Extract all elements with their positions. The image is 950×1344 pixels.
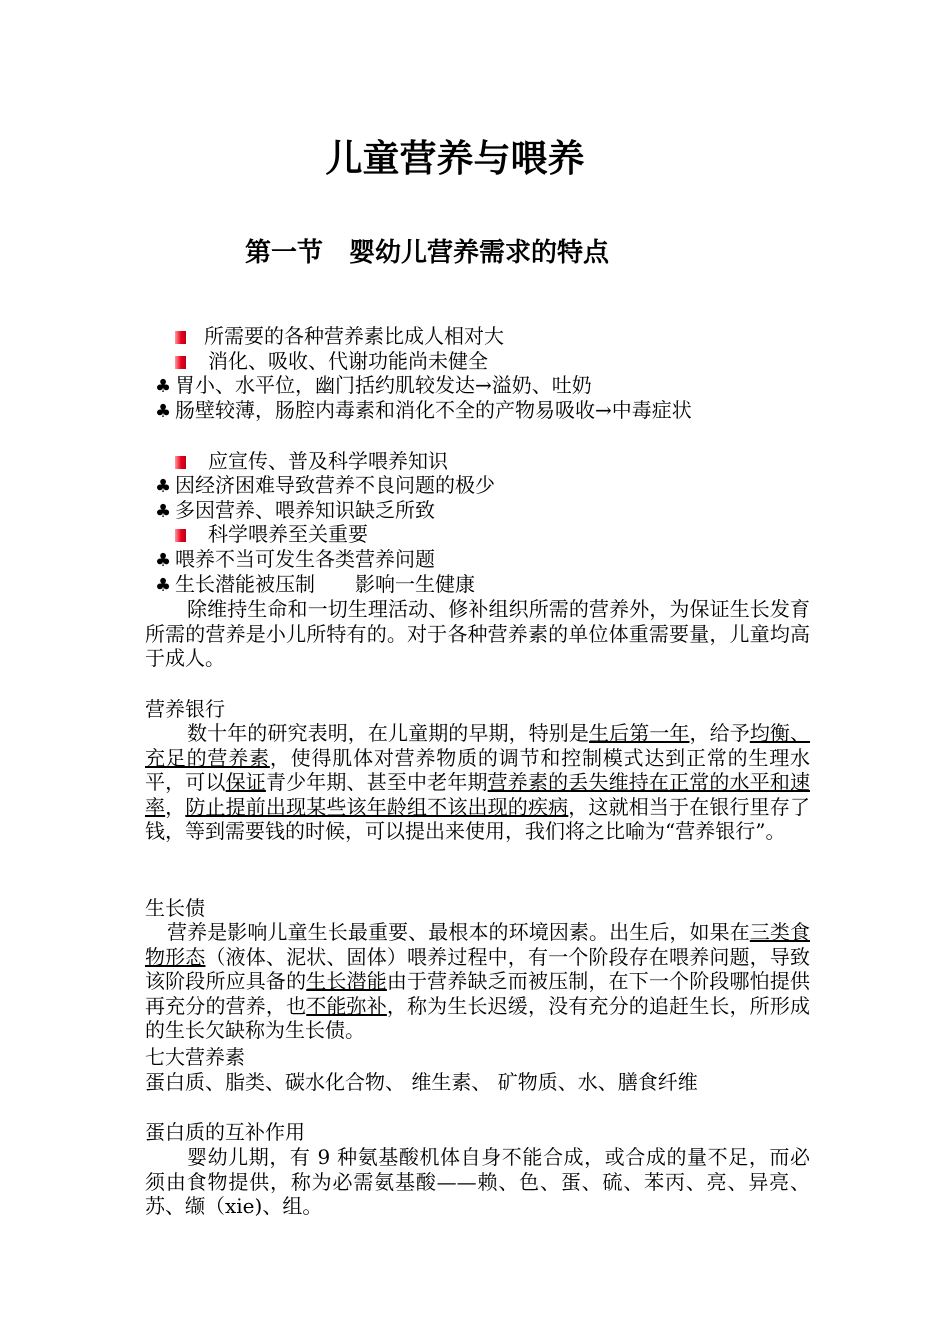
bank-paragraph: 数十年的研究表明，在儿童期的早期，特别是生后第一年，给予均衡、充足的营养素，使得肌体对营养物质的调节和控制模式达到正常的生理水平，可以保证青少年期、甚至中老年期营养素的丢失维持在正常的水平和速率，防止提前出现某些该年龄组不该出现的疾病，这就相当于在银行里存了钱，等到需要钱的时候，可以提出来使用，我们将之比喻为“营养银行”。 bbox=[145, 721, 811, 843]
club-item: ♣ 肠壁较薄，肠腔内毒素和消化不全的产物易吸收→中毒症状 bbox=[155, 398, 692, 422]
club-bullet-icon: ♣ bbox=[155, 550, 172, 571]
club-bullet-icon: ♣ bbox=[155, 376, 172, 397]
bullet-item: 所需要的各种营养素比成人相对大 bbox=[175, 324, 504, 348]
club-item: ♣ 喂养不当可发生各类营养问题 bbox=[155, 547, 435, 571]
protein-heading: 蛋白质的互补作用 bbox=[145, 1120, 305, 1144]
club-bullet-icon: ♣ bbox=[155, 575, 172, 596]
club-bullet-icon: ♣ bbox=[155, 501, 172, 522]
red-square-bullet-icon bbox=[175, 331, 186, 344]
red-square-bullet-icon bbox=[175, 356, 186, 369]
club-bullet-icon: ♣ bbox=[155, 401, 172, 422]
section-title: 第一节 婴幼儿营养需求的特点 bbox=[245, 238, 610, 268]
bullet-item: 消化、吸收、代谢功能尚未健全 bbox=[175, 349, 488, 373]
club-bullet-icon: ♣ bbox=[155, 476, 172, 497]
red-square-bullet-icon bbox=[175, 529, 186, 542]
debt-heading: 生长债 bbox=[145, 896, 205, 920]
red-square-bullet-icon bbox=[175, 456, 186, 469]
protein-paragraph: 婴幼儿期，有 9 种氨基酸机体自身不能合成，或合成的量不足，而必须由食物提供，称为必需氨基酸——赖、色、蛋、硫、苯丙、亮、异亮、苏、缬（xie)、组。 bbox=[145, 1145, 810, 1218]
intro-paragraph: 除维持生命和一切生理活动、修补组织所需的营养外，为保证生长发育所需的营养是小儿所特有的。对于各种营养素的单位体重需要量，儿童均高于成人。 bbox=[145, 597, 810, 670]
bank-heading: 营养银行 bbox=[145, 697, 225, 721]
club-item: ♣ 胃小、水平位，幽门括约肌较发达→溢奶、吐奶 bbox=[155, 373, 592, 397]
bullet-item: 应宣传、普及科学喂养知识 bbox=[175, 449, 448, 473]
document-title: 儿童营养与喂养 bbox=[325, 136, 585, 180]
seven-nutrients-list: 蛋白质、脂类、碳水化合物、 维生素、 矿物质、水、膳食纤维 bbox=[145, 1070, 698, 1094]
club-item: ♣ 多因营养、喂养知识缺乏所致 bbox=[155, 498, 435, 522]
bullet-item: 科学喂养至关重要 bbox=[175, 522, 368, 546]
club-item: ♣ 生长潜能被压制 影响一生健康 bbox=[155, 572, 475, 596]
seven-nutrients-heading: 七大营养素 bbox=[145, 1045, 245, 1069]
debt-paragraph: 营养是影响儿童生长最重要、最根本的环境因素。出生后，如果在三类食物形态（液体、泥状、固体）喂养过程中，有一个阶段存在喂养问题，导致该阶段所应具备的生长潜能由于营养缺乏而被压制，在下一个阶段哪怕提供再充分的营养，也不能弥补，称为生长迟缓，没有充分的追赶生长，所形成的生长欠缺称为生长债。 bbox=[145, 920, 811, 1042]
club-item: ♣ 因经济困难导致营养不良问题的极少 bbox=[155, 473, 495, 497]
